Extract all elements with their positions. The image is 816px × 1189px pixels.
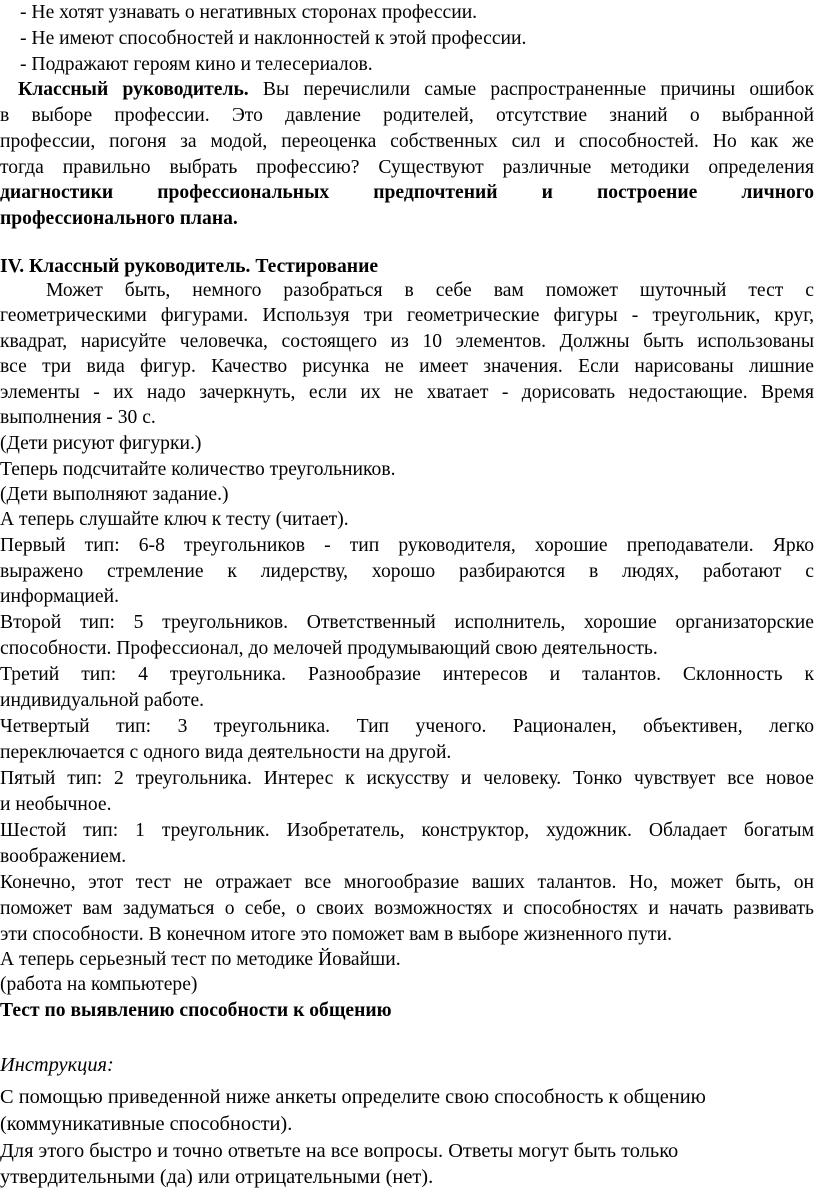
text-line: Первый тип: 6-8 треугольников - тип руководителя, хорошие преподаватели. Ярко bbox=[0, 535, 814, 556]
paragraph-line bbox=[0, 356, 814, 378]
paragraph-line bbox=[0, 742, 451, 764]
text-line: диагностики профессиональных предпочтений и построение личного bbox=[0, 182, 814, 203]
paragraph-line bbox=[0, 433, 201, 455]
text-line: Пятый тип: 2 треугольника. Интерес к искусству и человеку. Тонко чувствует все новое bbox=[0, 768, 814, 789]
speaker-label: Классный руководитель. bbox=[18, 79, 249, 100]
paragraph-line bbox=[0, 690, 204, 712]
paragraph-line bbox=[0, 664, 814, 686]
text-line: С помощью приведенной ниже анкеты определите свою способность к общению bbox=[0, 1086, 706, 1108]
paragraph-line bbox=[0, 382, 814, 404]
paragraph-line bbox=[0, 949, 401, 971]
text-line: А теперь слушайте ключ к тесту (читает). bbox=[0, 509, 349, 530]
text-line: профессионального плана. bbox=[0, 208, 238, 229]
text-line: Конечно, этот тест не отражает все многообразие ваших талантов. Но, может быть, он bbox=[0, 872, 814, 893]
text-line: воображением. bbox=[0, 846, 127, 867]
text-line: выполнения - 30 с. bbox=[0, 407, 156, 428]
section-heading bbox=[0, 1000, 392, 1022]
paragraph-line bbox=[0, 612, 814, 634]
text-line: выражено стремление к лидерству, хорошо разбираются в людях, работают с bbox=[0, 561, 814, 582]
paragraph-line bbox=[0, 1086, 706, 1109]
text-line: в выборе профессии. Это давление родителей, отсутствие знаний о выбранной bbox=[0, 105, 814, 126]
paragraph-line bbox=[0, 1166, 433, 1189]
heading-text: IV. Классный руководитель. Тестирование bbox=[0, 256, 379, 277]
paragraph-line bbox=[0, 716, 814, 738]
text-line: утвердительными (да) или отрицательными (нет). bbox=[0, 1166, 434, 1188]
paragraph-line bbox=[0, 157, 814, 179]
text-line: Четвертый тип: 3 треугольника. Тип ученого. Рационален, объективен, легко bbox=[0, 716, 814, 737]
text-line: - Не хотят узнавать о негативных сторонах профессии. bbox=[20, 2, 478, 23]
paragraph-line bbox=[0, 331, 814, 353]
text-line: Второй тип: 5 треугольников. Ответственный исполнитель, хорошие организаторские bbox=[0, 612, 814, 633]
paragraph-line bbox=[0, 924, 672, 946]
text-line: Может быть, немного разобраться в себе вам поможет шуточный тест с bbox=[46, 280, 814, 301]
paragraph-line bbox=[0, 182, 814, 204]
list-item bbox=[20, 54, 373, 76]
paragraph-line bbox=[0, 208, 238, 230]
text-line: тогда правильно выбрать профессию? Существуют различные методики определения bbox=[0, 157, 814, 178]
paragraph-line bbox=[0, 898, 814, 920]
text-line bbox=[0, 79, 814, 101]
paragraph-line bbox=[0, 305, 814, 327]
text-line: Третий тип: 4 треугольника. Разнообразие интересов и талантов. Склонность к bbox=[0, 664, 814, 685]
section-heading bbox=[0, 256, 378, 278]
list-item bbox=[20, 28, 526, 50]
paragraph-line bbox=[0, 586, 119, 608]
paragraph-line bbox=[0, 872, 814, 894]
paragraph-line bbox=[0, 459, 396, 481]
text-line: поможет вам задуматься о себе, о своих возможностях и способностях и начать развивать bbox=[0, 898, 814, 919]
text-line: переключается с одного вида деятельности на другой. bbox=[0, 742, 452, 763]
paragraph-line bbox=[0, 131, 814, 153]
paragraph-line bbox=[0, 846, 126, 868]
text-line: - Не имеют способностей и наклонностей к этой профессии. bbox=[20, 28, 527, 49]
text-line: квадрат, нарисуйте человечка, состоящего из 10 элементов. Должны быть использованы bbox=[0, 331, 814, 352]
list-item bbox=[20, 2, 477, 24]
paragraph-line bbox=[0, 280, 814, 302]
paragraph-line bbox=[0, 794, 111, 816]
text-line: Шестой тип: 1 треугольник. Изобретатель, конструктор, художник. Обладает богатым bbox=[0, 820, 814, 841]
paragraph-line bbox=[0, 407, 156, 429]
text-line: (Дети выполняют задание.) bbox=[0, 484, 229, 505]
text-line: (коммуникативные способности). bbox=[0, 1113, 293, 1135]
text-line: Для этого быстро и точно ответьте на все вопросы. Ответы могут быть только bbox=[0, 1140, 679, 1162]
text-line: (работа на компьютере) bbox=[0, 974, 198, 995]
paragraph-line bbox=[0, 561, 814, 583]
paragraph-line bbox=[0, 820, 814, 842]
text-line: профессии, погоня за модой, переоценка собственных сил и способностей. Но как же bbox=[0, 131, 814, 152]
text-line: и необычное. bbox=[0, 794, 112, 815]
text-span: Вы перечислили самые распространенные причины ошибок bbox=[248, 79, 814, 100]
paragraph-line bbox=[0, 768, 814, 790]
text-line: (Дети рисуют фигурки.) bbox=[0, 433, 202, 454]
paragraph-line bbox=[0, 1140, 678, 1163]
paragraph-line bbox=[0, 974, 197, 996]
paragraph-line bbox=[0, 105, 814, 127]
paragraph-line bbox=[0, 638, 658, 660]
text-line: - Подражают героям кино и телесериалов. bbox=[20, 54, 373, 75]
heading-text: Тест по выявлению способности к общению bbox=[0, 1000, 392, 1021]
paragraph-line bbox=[0, 79, 814, 101]
text-line: геометрическими фигурами. Используя три геометрические фигуры - треугольник, круг, bbox=[0, 305, 814, 326]
text-line: все три вида фигур. Качество рисунка не имеет значения. Если нарисованы лишние bbox=[0, 356, 814, 377]
text-line: способности. Профессионал, до мелочей продумывающий свою деятельность. bbox=[0, 638, 658, 659]
paragraph-line bbox=[0, 1113, 292, 1136]
text-line: информацией. bbox=[0, 586, 119, 607]
paragraph-line bbox=[0, 484, 229, 506]
paragraph-line bbox=[0, 509, 349, 531]
text-line: А теперь серьезный тест по методике Йовайши. bbox=[0, 949, 401, 970]
text-line: индивидуальной работе. bbox=[0, 690, 205, 711]
text-line: эти способности. В конечном итоге это поможет вам в выборе жизненного пути. bbox=[0, 924, 672, 945]
text-line: элементы - их надо зачеркнуть, если их не хватает - дорисовать недостающие. Время bbox=[0, 382, 814, 403]
text-line: Теперь подсчитайте количество треугольников. bbox=[0, 459, 396, 480]
paragraph-line bbox=[0, 535, 814, 557]
instruction-label bbox=[0, 1054, 114, 1077]
text-line: Инструкция: bbox=[0, 1054, 114, 1076]
